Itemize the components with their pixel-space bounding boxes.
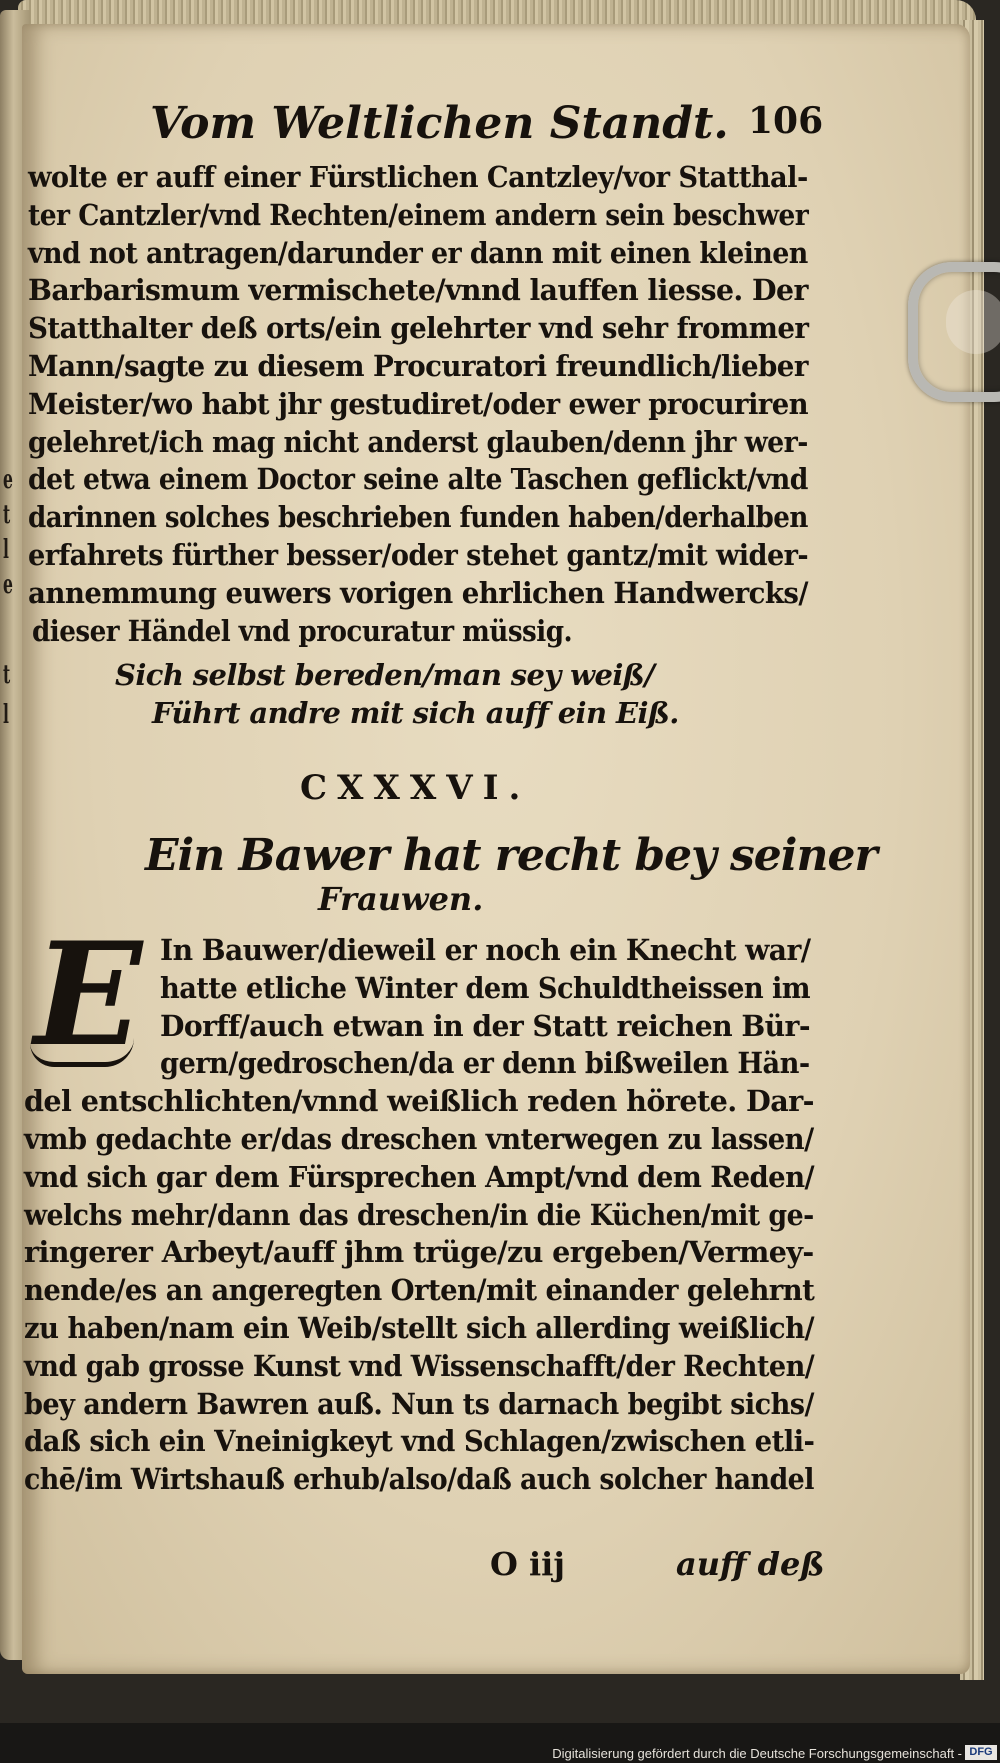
text-line: vnd gab grosse Kunst vnd Wissenschafft/der Rechten/ [24, 1348, 815, 1383]
text-line: daß sich ein Vneinigkeyt vnd Schlagen/zwischen etli- [24, 1424, 815, 1459]
text-line: bey andern Bawren auß. Nun ts darnach begibt sichs/ [24, 1386, 814, 1421]
text-line: chē/im Wirtshauß erhub/also/daß auch solcher handel [24, 1462, 814, 1497]
text-line: Meister/wo habt jhr gestudiret/oder ewer procuriren [28, 386, 808, 421]
text-line: ringerer Arbeyt/auff jhm trüge/zu ergeben/Vermey- [24, 1235, 814, 1270]
margin-fragment: e [3, 465, 12, 495]
text-line: vmb gedachte er/das dreschen vnterwegen zu lassen/ [24, 1122, 814, 1156]
margin-fragment: t [3, 500, 10, 530]
running-title: Vom Weltlichen Standt. [150, 98, 729, 149]
text-line: gelehret/ich mag nicht anderst glauben/denn jhr wer- [28, 424, 808, 459]
initial-flourish [30, 1038, 134, 1067]
text-line: det etwa einem Doctor seine alte Taschen geflickt/vnd [28, 462, 808, 497]
text-line: hatte etliche Winter dem Schuldtheissen im [160, 970, 811, 1005]
verse-line: Führt andre mit sich auff ein Eiß. [152, 696, 679, 730]
text-line: gern/gedroschen/da er denn bißweilen Hän- [160, 1046, 810, 1081]
text-line: Statthalter deß orts/ein gelehrter vnd sehr frommer [28, 311, 809, 346]
text-line: wolte er auff einer Fürstlichen Cantzley/vor Statthal- [28, 160, 808, 194]
page-clip [908, 262, 1000, 402]
catchword: auff deß [676, 1545, 825, 1583]
footer-credit: Digitalisierung gefördert durch die Deutsche Forschungsgemeinschaft - [552, 1746, 962, 1761]
text-line: Mann/sagte zu diesem Procuratori freundlich/lieber [28, 349, 808, 383]
margin-fragment: l [3, 700, 8, 730]
text-line: nende/es an angeregten Orten/mit einander gelehrnt [24, 1273, 815, 1308]
chapter-title: Ein Bawer hat recht bey seiner [145, 830, 877, 881]
decorated-initial: E [34, 912, 143, 1078]
text-line: ter Cantzler/vnd Rechten/einem andern sein beschwer [28, 197, 809, 232]
margin-fragment: l [3, 535, 8, 565]
margin-fragment: t [3, 660, 10, 690]
signature-mark: O iij [490, 1545, 565, 1583]
text-line: vnd not antragen/darunder er dann mit einen kleinen [28, 235, 808, 270]
dfg-logo: DFG [965, 1745, 997, 1760]
chapter-title-continued: Frauwen. [318, 880, 484, 918]
page-header [150, 98, 824, 162]
text-line: erfahrets fürther besser/oder stehet gantz/mit wider- [28, 538, 809, 572]
text-line: vnd sich gar dem Fürsprechen Ampt/vnd dem Reden/ [24, 1159, 815, 1194]
text-line: darinnen solches beschrieben funden haben/derhalben [28, 500, 808, 535]
text-line: zu haben/nam ein Weib/stellt sich allerding weißlich/ [24, 1311, 814, 1345]
verse-line: Sich selbst bereden/man sey weiß/ [115, 658, 655, 692]
text-line: welchs mehr/dann das dreschen/in die Küchen/mit ge- [24, 1197, 814, 1232]
text-line: Dorff/auch etwan in der Statt reichen Bür- [160, 1008, 810, 1043]
text-line: del entschlichten/vnnd weißlich reden hörete. Dar- [24, 1084, 814, 1119]
margin-fragment: e [3, 570, 12, 600]
text-line: dieser Händel vnd procuratur müssig. [32, 613, 573, 648]
text-line: annemmung euwers vorigen ehrlichen Handwercks/ [28, 575, 808, 610]
text-line: In Bauwer/dieweil er noch ein Knecht war/ [160, 933, 811, 967]
text-line: Barbarismum vermischete/vnnd lauffen liesse. Der [28, 273, 808, 308]
chapter-number: CXXXVI. [300, 768, 531, 808]
folio-number: 106 [748, 100, 824, 142]
